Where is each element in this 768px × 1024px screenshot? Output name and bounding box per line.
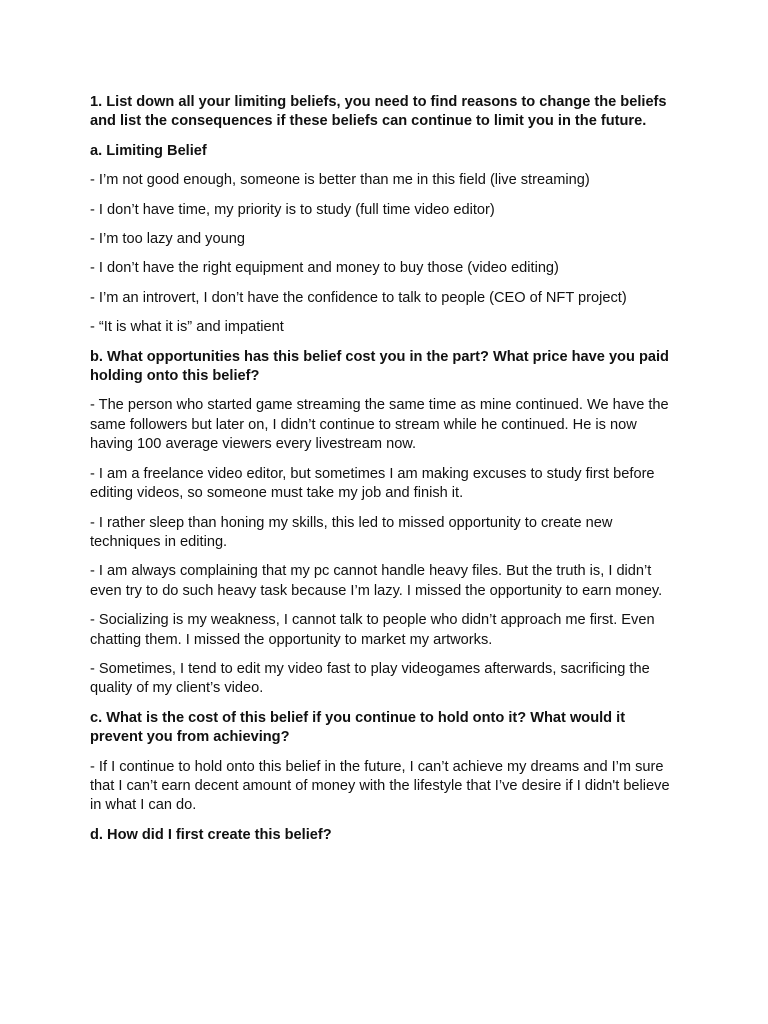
opportunity-cost-item: - Sometimes, I tend to edit my video fast to play videogames afterwards, sacrificing the quality of my client’s video. [90, 660, 650, 697]
limiting-belief-item: - I’m too lazy and young [90, 231, 245, 248]
question-1-heading: 1. List down all your limiting beliefs, you need to find reasons to change the beliefs and list the consequences if these beliefs can continue to limit you in the future. [90, 94, 667, 130]
section-d-heading: d. How did I first create this belief? [90, 826, 332, 843]
section-c-heading: c. What is the cost of this belief if you continue to hold onto it? What would it prevent you from achieving? [90, 709, 626, 746]
opportunity-cost-item: - I am a freelance video editor, but sometimes I am making excuses to study first before editing videos, so someone must take my job and finish it. [90, 465, 655, 502]
section-b-heading: b. What opportunities has this belief cost you in the part? What price have you paid holding onto this belief? [90, 348, 669, 385]
opportunity-cost-item: - I am always complaining that my pc cannot handle heavy files. But the truth is, I didn’t even try to do such heavy task because I’m lazy. I missed the opportunity to earn money. [90, 563, 663, 599]
future-cost-item: - If I continue to hold onto this belief in the future, I can’t achieve my dreams and I’m sure that I can’t earn decent amount of money with the lifestyle that I’ve desire if I didn't believe in what I can do. [90, 758, 670, 814]
section-a-heading: a. Limiting Belief [90, 142, 207, 159]
opportunity-cost-item: - The person who started game streaming the same time as mine continued. We have the same followers but later on, I didn’t continue to stream while he continued. He is now having 100 average viewers every livestream now. [90, 397, 669, 453]
opportunity-cost-item: - Socializing is my weakness, I cannot talk to people who didn’t approach me first. Even chatting them. I missed the opportunity to market my artworks. [90, 612, 655, 648]
document-page [90, 93, 680, 855]
limiting-belief-item: - I don’t have time, my priority is to study (full time video editor) [90, 201, 495, 218]
limiting-belief-item: - “It is what it is” and impatient [90, 319, 284, 336]
opportunity-cost-item: - I rather sleep than honing my skills, this led to missed opportunity to create new techniques in editing. [90, 514, 613, 550]
limiting-belief-item: - I don’t have the right equipment and money to buy those (video editing) [90, 260, 559, 277]
limiting-belief-item: - I’m not good enough, someone is better than me in this field (live streaming) [90, 172, 590, 189]
limiting-belief-item: - I’m an introvert, I don’t have the confidence to talk to people (CEO of NFT project) [90, 289, 627, 306]
